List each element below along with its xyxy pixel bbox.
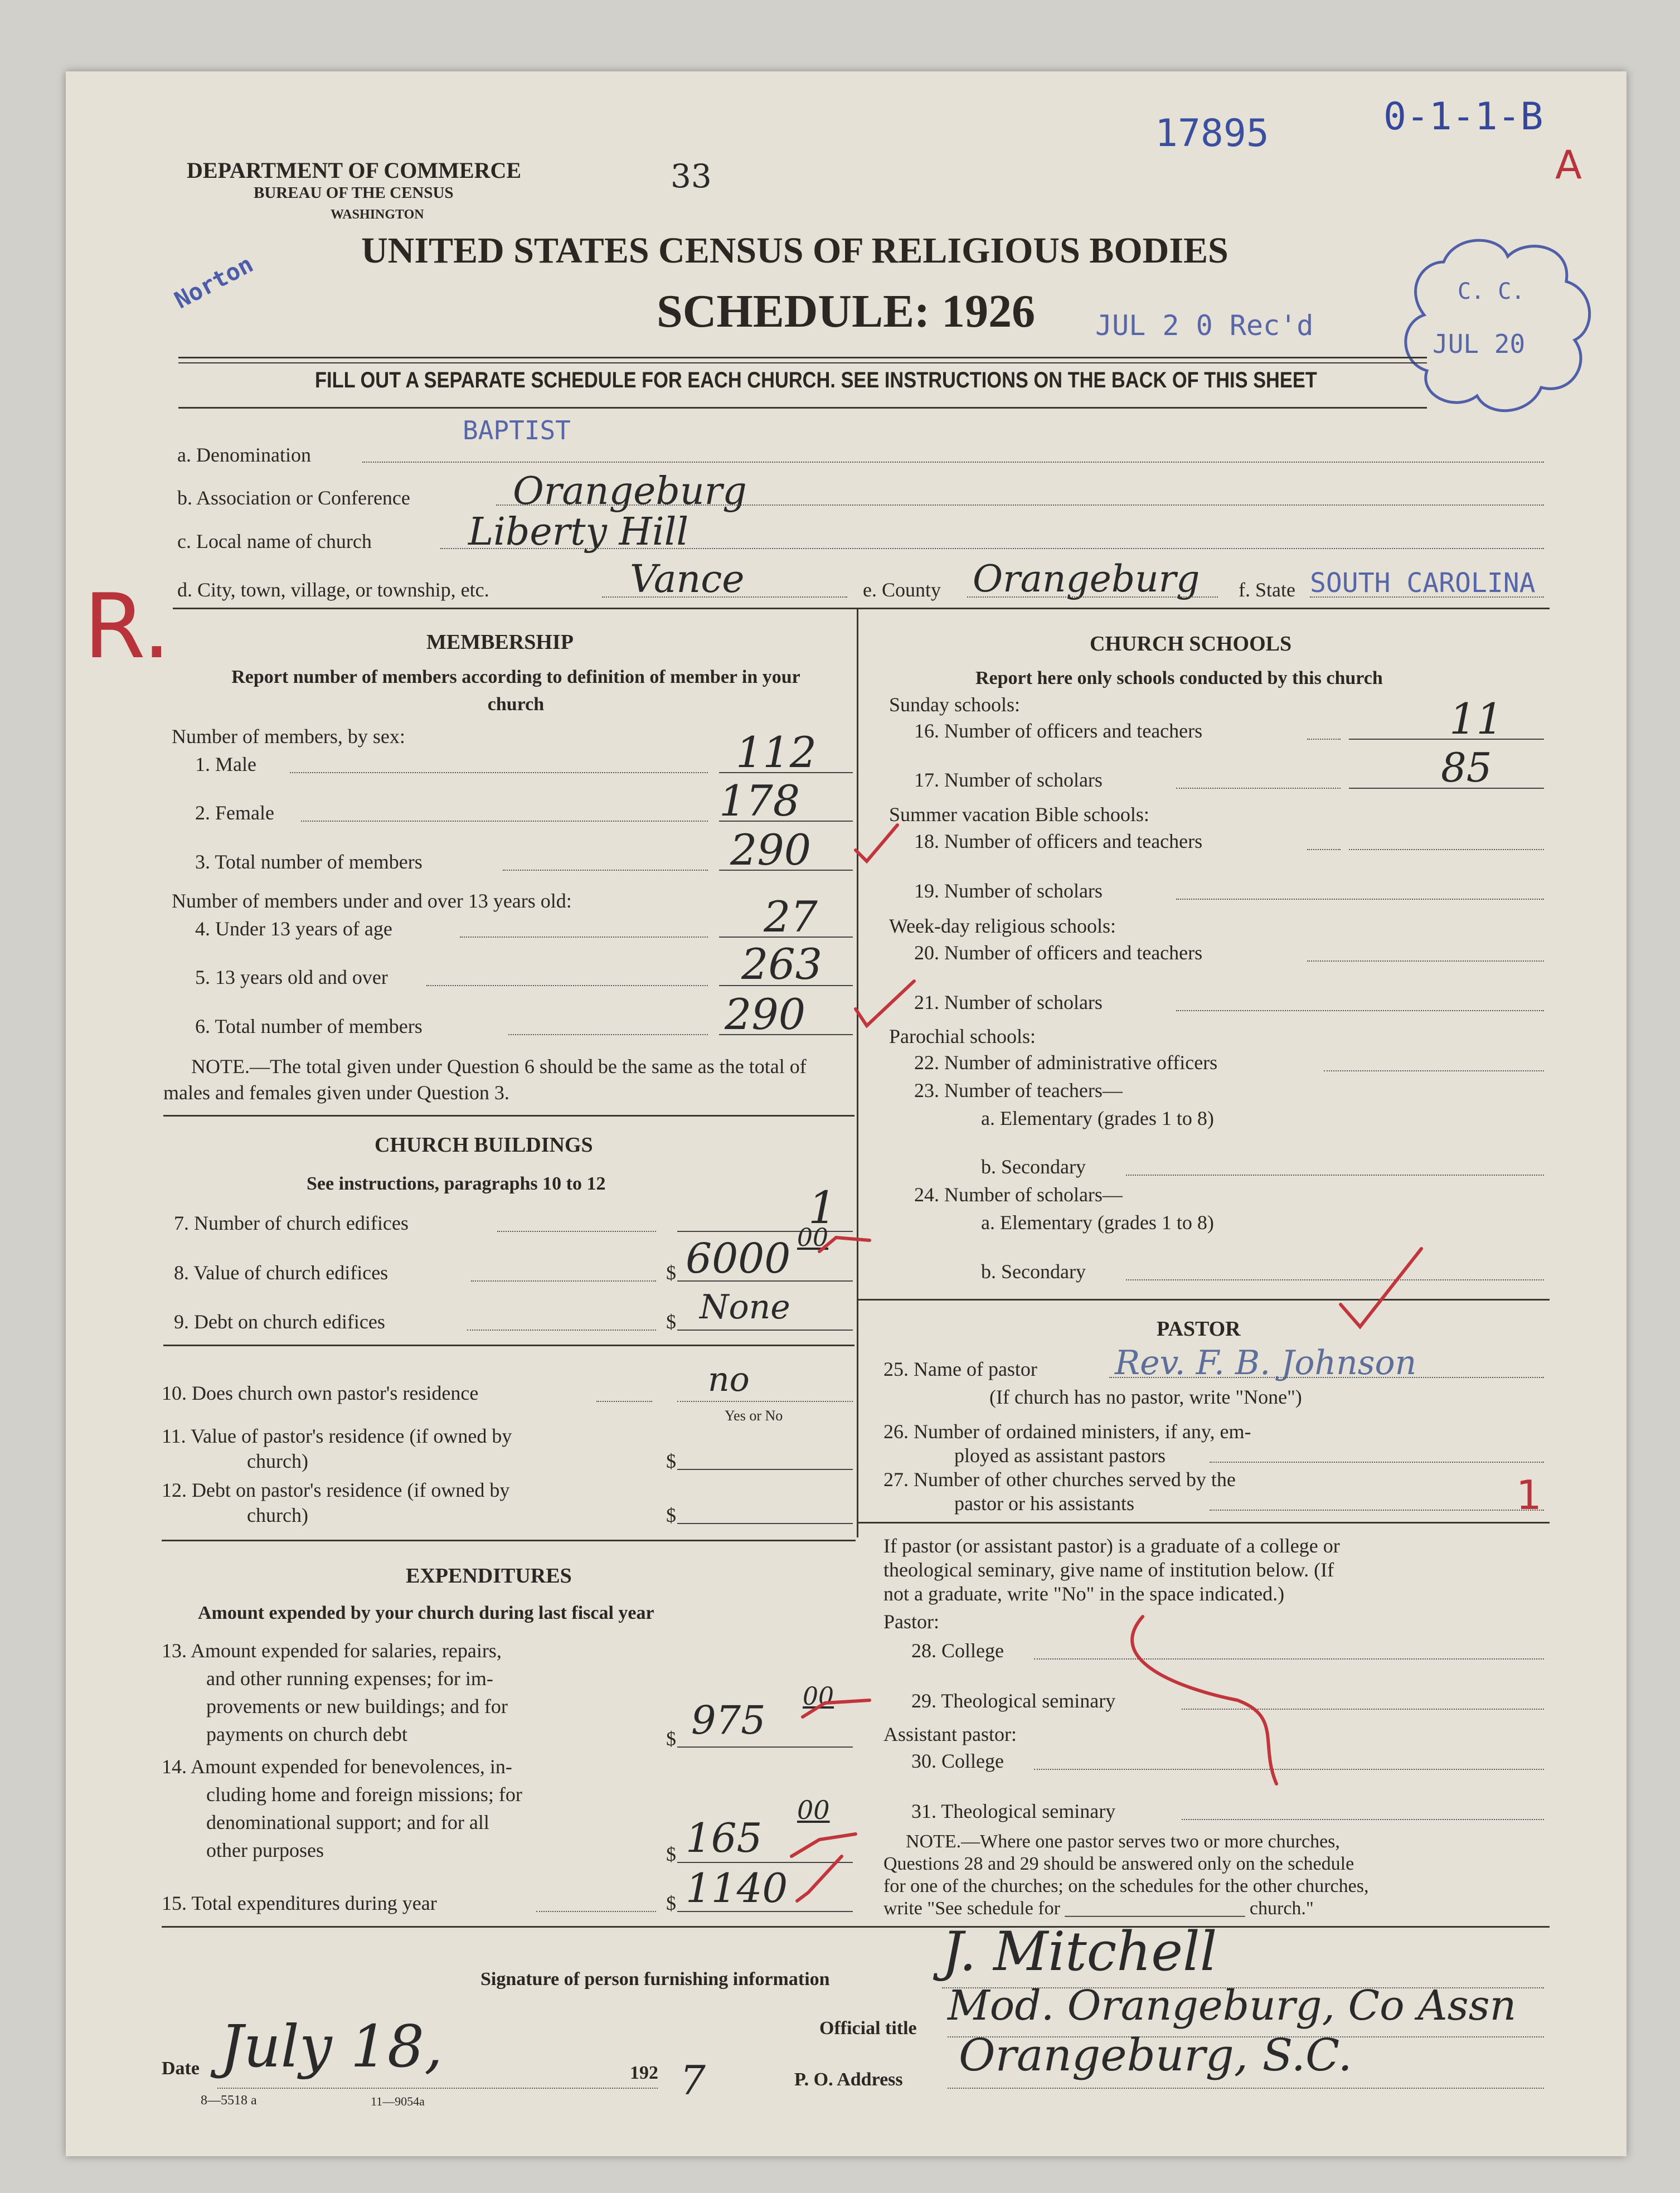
membership-subtitle: Report number of members according to definition of member in your church bbox=[231, 667, 800, 715]
q8-leader-line bbox=[471, 1280, 656, 1282]
q12-answer-line bbox=[677, 1523, 853, 1524]
classification-code: 0-1-1-B bbox=[1383, 95, 1543, 139]
po-address-line bbox=[948, 2088, 1544, 2089]
q2-female-label: 2. Female bbox=[195, 802, 274, 824]
header-rule-top-2 bbox=[178, 362, 1427, 363]
q16-value: 11 bbox=[1449, 694, 1503, 744]
pastor-rule bbox=[858, 1522, 1550, 1524]
q12-label-line2: church) bbox=[247, 1504, 308, 1526]
county-value: Orangeburg bbox=[973, 557, 1200, 600]
buildings-rule-bottom bbox=[162, 1540, 856, 1541]
membership-note: NOTE.—The total given under Question 6 should be the same as the total of males and females given under Question 3. bbox=[163, 1055, 807, 1104]
q6-leader-line bbox=[508, 1034, 708, 1035]
header-rule-bottom bbox=[178, 407, 1427, 409]
q16-answer-line bbox=[1349, 739, 1544, 740]
q6-total-label: 6. Total number of members bbox=[195, 1015, 423, 1037]
q16-label: 16. Number of officers and teachers bbox=[914, 720, 1203, 742]
q5-answer-line bbox=[719, 985, 853, 986]
q24b-label: b. Secondary bbox=[981, 1260, 1086, 1283]
q22-answer-line bbox=[1324, 1070, 1544, 1071]
q4-answer-line bbox=[719, 937, 853, 938]
county-label: e. County bbox=[863, 579, 941, 601]
q24b-answer-line bbox=[1126, 1279, 1544, 1280]
q9-debt-label: 9. Debt on church edifices bbox=[174, 1311, 385, 1333]
q24-label: 24. Number of scholars— bbox=[914, 1183, 1123, 1206]
q27-label-line2: pastor or his assistants bbox=[954, 1492, 1134, 1515]
church-name-value: Liberty Hill bbox=[468, 510, 689, 554]
q25-note: (If church has no pastor, write "None") bbox=[989, 1386, 1302, 1408]
q2-answer-line bbox=[719, 821, 853, 822]
sunday-schools-label: Sunday schools: bbox=[889, 693, 1021, 716]
city-label: d. City, town, village, or township, etc. bbox=[177, 579, 489, 601]
q8-value-cents: 00 bbox=[797, 1224, 828, 1252]
q14-label-line2: cluding home and foreign missions; for bbox=[206, 1783, 522, 1806]
q25-answer-line bbox=[1109, 1377, 1544, 1378]
city-value: Vance bbox=[630, 557, 745, 601]
pastor-note-1: NOTE.—Where one pastor serves two or more churches, bbox=[906, 1831, 1340, 1852]
q19-label: 19. Number of scholars bbox=[914, 880, 1103, 902]
date-value: July 18, bbox=[220, 2012, 443, 2080]
q25-pastor-name: Rev. F. B. Johnson bbox=[1115, 1343, 1417, 1382]
q30-label: 30. College bbox=[911, 1750, 1004, 1772]
q14-answer-line bbox=[677, 1862, 853, 1863]
q29-answer-line bbox=[1182, 1709, 1544, 1710]
buildings-subtitle: See instructions, paragraphs 10 to 12 bbox=[307, 1173, 606, 1194]
date-line bbox=[217, 2088, 658, 2089]
q13-answer-line bbox=[677, 1746, 853, 1748]
cloud-stamp-label: C. C. bbox=[1458, 279, 1525, 304]
q5-over13-value: 263 bbox=[741, 939, 823, 989]
q14-label-line3: denominational support; and for all bbox=[206, 1811, 489, 1833]
print-number: 11—9054a bbox=[371, 2094, 425, 2108]
q31-label: 31. Theological seminary bbox=[911, 1800, 1116, 1822]
q29-label: 29. Theological seminary bbox=[911, 1690, 1116, 1712]
q9-answer-line bbox=[677, 1330, 853, 1331]
graduate-instructions-3: not a graduate, write "No" in the space indicated.) bbox=[883, 1583, 1285, 1605]
q3-answer-line bbox=[719, 870, 853, 871]
q17-label: 17. Number of scholars bbox=[914, 769, 1103, 791]
city-field-line bbox=[602, 596, 847, 598]
q17-leader-line bbox=[1176, 788, 1341, 789]
q14-label-line4: other purposes bbox=[206, 1839, 324, 1861]
q10-answer-line bbox=[677, 1401, 853, 1402]
q22-label: 22. Number of administrative officers bbox=[914, 1051, 1218, 1074]
county-field-line bbox=[967, 596, 1218, 598]
q14-label-line1: 14. Amount expended for benevolences, in- bbox=[162, 1755, 512, 1778]
q28-label: 28. College bbox=[911, 1639, 1004, 1662]
q27-value: 1 bbox=[1516, 1472, 1542, 1518]
q12-dollar-sign: $ bbox=[666, 1504, 676, 1526]
q6-total-value: 290 bbox=[725, 989, 806, 1039]
classification-letter: A bbox=[1555, 142, 1582, 188]
washington-heading: WASHINGTON bbox=[331, 207, 424, 222]
q5-over13-label: 5. 13 years old and over bbox=[195, 966, 388, 988]
q8-value-amount: 6000 bbox=[686, 1235, 791, 1283]
schools-heading: CHURCH SCHOOLS bbox=[1090, 632, 1292, 656]
q3-total-value: 290 bbox=[730, 825, 812, 875]
pastor-note-4: write "See schedule for ___________________ church." bbox=[883, 1898, 1314, 1919]
q27-label-line1: 27. Number of other churches served by the bbox=[883, 1468, 1236, 1491]
instruction-banner: FILL OUT A SEPARATE SCHEDULE FOR EACH CHURCH. SEE INSTRUCTIONS ON THE BACK OF THIS SHEET bbox=[315, 368, 1317, 392]
q1-male-label: 1. Male bbox=[195, 753, 256, 775]
denomination-value: BAPTIST bbox=[463, 415, 571, 445]
q18-label: 18. Number of officers and teachers bbox=[914, 830, 1203, 852]
schools-rule bbox=[858, 1299, 1550, 1301]
date-label: Date bbox=[162, 2058, 200, 2079]
q27-answer-line bbox=[1210, 1510, 1544, 1511]
q11-label-line2: church) bbox=[247, 1450, 308, 1472]
form-number: 8—5518 a bbox=[201, 2093, 257, 2108]
q14-amount: 165 bbox=[686, 1814, 763, 1861]
q30-answer-line bbox=[1034, 1769, 1544, 1770]
q13-label-line2: and other running expenses; for im- bbox=[206, 1667, 493, 1690]
q15-total-label: 15. Total expenditures during year bbox=[162, 1892, 437, 1914]
name-stamp: Norton bbox=[170, 250, 258, 314]
members-by-age-label: Number of members under and over 13 years old: bbox=[172, 890, 572, 912]
q9-leader-line bbox=[467, 1330, 656, 1331]
graduate-instructions-1: If pastor (or assistant pastor) is a graduate of a college or bbox=[883, 1535, 1340, 1557]
q13-label-line1: 13. Amount expended for salaries, repairs, bbox=[162, 1639, 502, 1662]
weekday-schools-label: Week-day religious schools: bbox=[889, 915, 1116, 937]
year-suffix: 7 bbox=[680, 2057, 706, 2104]
q10-residence-label: 10. Does church own pastor's residence bbox=[162, 1382, 479, 1404]
parochial-schools-label: Parochial schools: bbox=[889, 1025, 1036, 1047]
q26-label-line1: 26. Number of ordained ministers, if any, em- bbox=[883, 1420, 1251, 1443]
q2-leader-line bbox=[301, 821, 708, 822]
pastor-note-2: Questions 28 and 29 should be answered only on the schedule bbox=[883, 1854, 1354, 1874]
column-divider bbox=[857, 609, 858, 1537]
q7-edifices-value: 1 bbox=[808, 1182, 837, 1234]
q15-leader-line bbox=[536, 1911, 656, 1912]
q23a-label: a. Elementary (grades 1 to 8) bbox=[981, 1107, 1214, 1129]
q15-total-amount: 1140 bbox=[686, 1865, 788, 1911]
q8-value-label: 8. Value of church edifices bbox=[174, 1262, 389, 1284]
q14-dollar-sign: $ bbox=[666, 1843, 676, 1865]
signature-label: Signature of person furnishing information bbox=[480, 1969, 830, 1990]
q26-label-line2: ployed as assistant pastors bbox=[954, 1444, 1166, 1467]
q17-answer-line bbox=[1349, 788, 1544, 789]
q11-dollar-sign: $ bbox=[666, 1450, 676, 1472]
po-address-value: Orangeburg, S.C. bbox=[959, 2029, 1352, 2081]
q19-answer-line bbox=[1176, 899, 1544, 900]
cloud-stamp-date: JUL 20 bbox=[1433, 329, 1526, 359]
q13-cents: 00 bbox=[803, 1682, 834, 1711]
q8-dollar-sign: $ bbox=[666, 1262, 676, 1284]
q6-answer-line bbox=[719, 1034, 853, 1035]
q17-value: 85 bbox=[1441, 744, 1492, 791]
q13-label-line4: payments on church debt bbox=[206, 1723, 407, 1745]
received-date-stamp: JUL 2 0 Rec'd bbox=[1095, 309, 1314, 342]
state-value: SOUTH CAROLINA bbox=[1310, 567, 1536, 599]
pastor-heading: PASTOR bbox=[1157, 1317, 1241, 1341]
q21-label: 21. Number of scholars bbox=[914, 991, 1103, 1013]
schools-subtitle: Report here only schools conducted by this church bbox=[975, 668, 1383, 688]
church-name-label: c. Local name of church bbox=[177, 530, 372, 552]
graduate-instructions-2: theological seminary, give name of institution below. (If bbox=[883, 1559, 1334, 1581]
q24a-label: a. Elementary (grades 1 to 8) bbox=[981, 1211, 1214, 1234]
q2-female-value: 178 bbox=[719, 776, 800, 826]
q25-label: 25. Name of pastor bbox=[883, 1358, 1037, 1380]
q18-answer-line bbox=[1349, 849, 1544, 850]
q11-label-line1: 11. Value of pastor's residence (if owned by bbox=[162, 1425, 512, 1447]
department-heading: DEPARTMENT OF COMMERCE bbox=[187, 158, 522, 183]
q4-under13-value: 27 bbox=[764, 892, 818, 942]
membership-heading: MEMBERSHIP bbox=[426, 630, 574, 654]
buildings-rule-mid bbox=[163, 1345, 854, 1346]
expenditures-subtitle: Amount expended by your church during last fiscal year bbox=[198, 1603, 654, 1623]
q15-answer-line bbox=[677, 1911, 853, 1912]
q12-label-line1: 12. Debt on pastor's residence (if owned by bbox=[162, 1479, 510, 1501]
denomination-field-line bbox=[362, 462, 1544, 463]
members-by-sex-label: Number of members, by sex: bbox=[172, 725, 405, 748]
schedule-year-title: SCHEDULE: 1926 bbox=[657, 285, 1036, 337]
q20-label: 20. Number of officers and teachers bbox=[914, 942, 1203, 964]
q18-leader-line bbox=[1307, 849, 1341, 850]
q3-leader-line bbox=[503, 870, 708, 871]
q4-under13-label: 4. Under 13 years of age bbox=[195, 918, 392, 940]
q13-dollar-sign: $ bbox=[666, 1728, 676, 1750]
q10-residence-value: no bbox=[708, 1360, 750, 1399]
state-field-line bbox=[1310, 596, 1544, 598]
buildings-heading: CHURCH BUILDINGS bbox=[375, 1133, 593, 1157]
q15-dollar-sign: $ bbox=[666, 1892, 676, 1914]
q9-debt-value: None bbox=[700, 1288, 790, 1327]
q9-dollar-sign: $ bbox=[666, 1311, 676, 1333]
page-number: 33 bbox=[671, 157, 712, 195]
q10-yes-no-hint: Yes or No bbox=[725, 1408, 783, 1424]
q1-male-value: 112 bbox=[736, 727, 817, 777]
membership-rule bbox=[163, 1115, 854, 1117]
header-rule-top bbox=[178, 357, 1427, 358]
pastor-subheading: Pastor: bbox=[883, 1610, 940, 1633]
q3-total-label: 3. Total number of members bbox=[195, 851, 423, 873]
q7-edifices-label: 7. Number of church edifices bbox=[174, 1212, 409, 1234]
serial-number-stamp: 17895 bbox=[1155, 111, 1269, 156]
q28-answer-line bbox=[1034, 1658, 1544, 1660]
form-title: UNITED STATES CENSUS OF RELIGIOUS BODIES bbox=[361, 230, 1229, 271]
year-prefix: 192 bbox=[630, 2063, 658, 2083]
official-title-value: Mod. Orangeburg, Co Assn bbox=[948, 1982, 1517, 2030]
q23b-answer-line bbox=[1126, 1175, 1544, 1176]
q21-answer-line bbox=[1176, 1010, 1544, 1011]
q31-answer-line bbox=[1182, 1819, 1544, 1820]
bureau-heading: BUREAU OF THE CENSUS bbox=[254, 184, 454, 202]
q5-leader-line bbox=[426, 985, 708, 986]
church-name-field-line bbox=[440, 548, 1544, 549]
q1-answer-line bbox=[719, 772, 853, 773]
official-title-label: Official title bbox=[819, 2018, 917, 2039]
q11-answer-line bbox=[677, 1469, 853, 1470]
q23-label: 23. Number of teachers— bbox=[914, 1079, 1123, 1102]
q16-leader-line bbox=[1307, 739, 1341, 740]
q8-answer-line bbox=[677, 1280, 853, 1282]
q23b-label: b. Secondary bbox=[981, 1156, 1086, 1178]
q13-amount: 975 bbox=[691, 1697, 766, 1743]
q4-leader-line bbox=[460, 937, 708, 938]
q7-leader-line bbox=[497, 1231, 656, 1232]
identity-rule bbox=[173, 608, 1550, 609]
q14-cents: 00 bbox=[797, 1795, 830, 1825]
association-label: b. Association or Conference bbox=[177, 487, 410, 509]
signature-value: J. Mitchell bbox=[942, 1920, 1217, 1983]
q26-answer-line bbox=[1210, 1462, 1544, 1463]
association-value: Orangeburg bbox=[513, 469, 747, 513]
summer-schools-label: Summer vacation Bible schools: bbox=[889, 803, 1149, 826]
expenditures-heading: EXPENDITURES bbox=[406, 1564, 572, 1588]
denomination-label: a. Denomination bbox=[177, 444, 311, 466]
q1-leader-line bbox=[290, 772, 708, 773]
pastor-note-3: for one of the churches; on the schedules for the other churches, bbox=[883, 1876, 1369, 1896]
association-field-line bbox=[496, 504, 1544, 506]
q13-label-line3: provements or new buildings; and for bbox=[206, 1695, 508, 1717]
state-label: f. State bbox=[1239, 579, 1295, 601]
signature-rule bbox=[162, 1926, 1550, 1928]
red-r-mark: R. bbox=[84, 574, 171, 678]
q10-leader-line bbox=[596, 1401, 652, 1402]
assistant-pastor-subheading: Assistant pastor: bbox=[883, 1723, 1017, 1745]
po-address-label: P. O. Address bbox=[794, 2069, 903, 2090]
q20-answer-line bbox=[1307, 960, 1544, 962]
